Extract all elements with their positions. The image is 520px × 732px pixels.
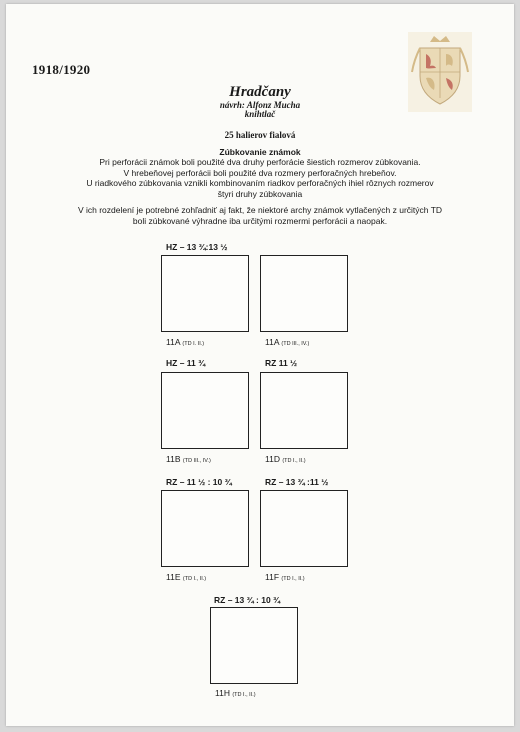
design-credit — [6, 101, 514, 119]
stamp-caption — [166, 572, 206, 582]
intro-line: štyri druhy zúbkovania — [217, 188, 303, 199]
intro-paragraph — [6, 157, 514, 199]
catalog-number: 11E — [166, 572, 181, 582]
page-title: Hradčany — [229, 84, 291, 100]
intro-line: V hrebeňovej perforácii boli použité dva rozmery perforačných hrebeňov. — [123, 167, 397, 178]
album-page — [6, 4, 514, 726]
stamp-caption — [265, 454, 306, 464]
catalog-number: 11A — [166, 337, 181, 347]
plate-type: (TD III., IV.) — [182, 458, 211, 464]
plate-type: (TD I., II.) — [232, 692, 256, 698]
stamp-caption — [265, 337, 309, 347]
designer: návrh: Alfonz Mucha — [219, 100, 301, 110]
intro-line: Pri perforácii známok boli použité dva druhy perforácie šiestich rozmerov zúbkovania. — [99, 157, 421, 167]
stamp-mount — [260, 255, 348, 332]
catalog-number: 11H — [215, 688, 230, 698]
plate-type: (TD I., II.) — [281, 576, 305, 582]
perforation-label: RZ – 13 ¾ : 10 ¾ — [214, 595, 281, 605]
section-heading: Zúbkovanie známok — [219, 147, 301, 157]
stamp-mount — [161, 372, 249, 449]
print-method: knihtlač — [244, 109, 276, 119]
stamp-mount — [260, 372, 348, 449]
stamp-caption — [166, 454, 211, 464]
stamp-caption — [166, 337, 204, 347]
plate-type: (TD I., II.) — [182, 576, 207, 582]
catalog-number: 11B — [166, 454, 181, 464]
perforation-label: RZ – 13 ¾ :11 ½ — [265, 477, 329, 487]
intro-line: U riadkového zúbkovania vznikli kombinovaním riadkov perforačných ihiel rôznych rozmerov — [86, 178, 434, 188]
plate-type: (TD I., II.) — [282, 458, 306, 464]
year-range: 1918/1920 — [32, 62, 91, 77]
stamp-mount — [161, 255, 249, 332]
stamp-caption — [265, 572, 305, 582]
perforation-label: RZ – 11 ½ : 10 ¾ — [166, 477, 232, 487]
stamp-caption — [215, 688, 256, 698]
plate-type: (TD I. II.) — [182, 341, 205, 347]
note-paragraph — [6, 205, 514, 226]
note-line: boli zúbkované výhradne iba určitými rozmermi perforácii a naopak. — [132, 215, 388, 226]
perforation-label: RZ 11 ½ — [265, 358, 298, 368]
catalog-number: 11F — [265, 572, 280, 582]
note-line: V ich rozdelení je potrebné zohľadniť aj fakt, že niektoré archy známok vytlačených z určitých TD — [77, 205, 443, 215]
plate-type: (TD III., IV.) — [281, 341, 310, 347]
catalog-number: 11A — [265, 337, 280, 347]
stamp-mount — [161, 490, 249, 567]
catalog-number: 11D — [265, 454, 280, 464]
stamp-value: 25 halierov fialová — [224, 130, 296, 140]
stamp-mount — [260, 490, 348, 567]
perforation-label: HZ – 11 ¾ — [166, 358, 206, 368]
perforation-label: HZ – 13 ¾:13 ½ — [166, 242, 228, 252]
stamp-mount — [210, 607, 298, 684]
